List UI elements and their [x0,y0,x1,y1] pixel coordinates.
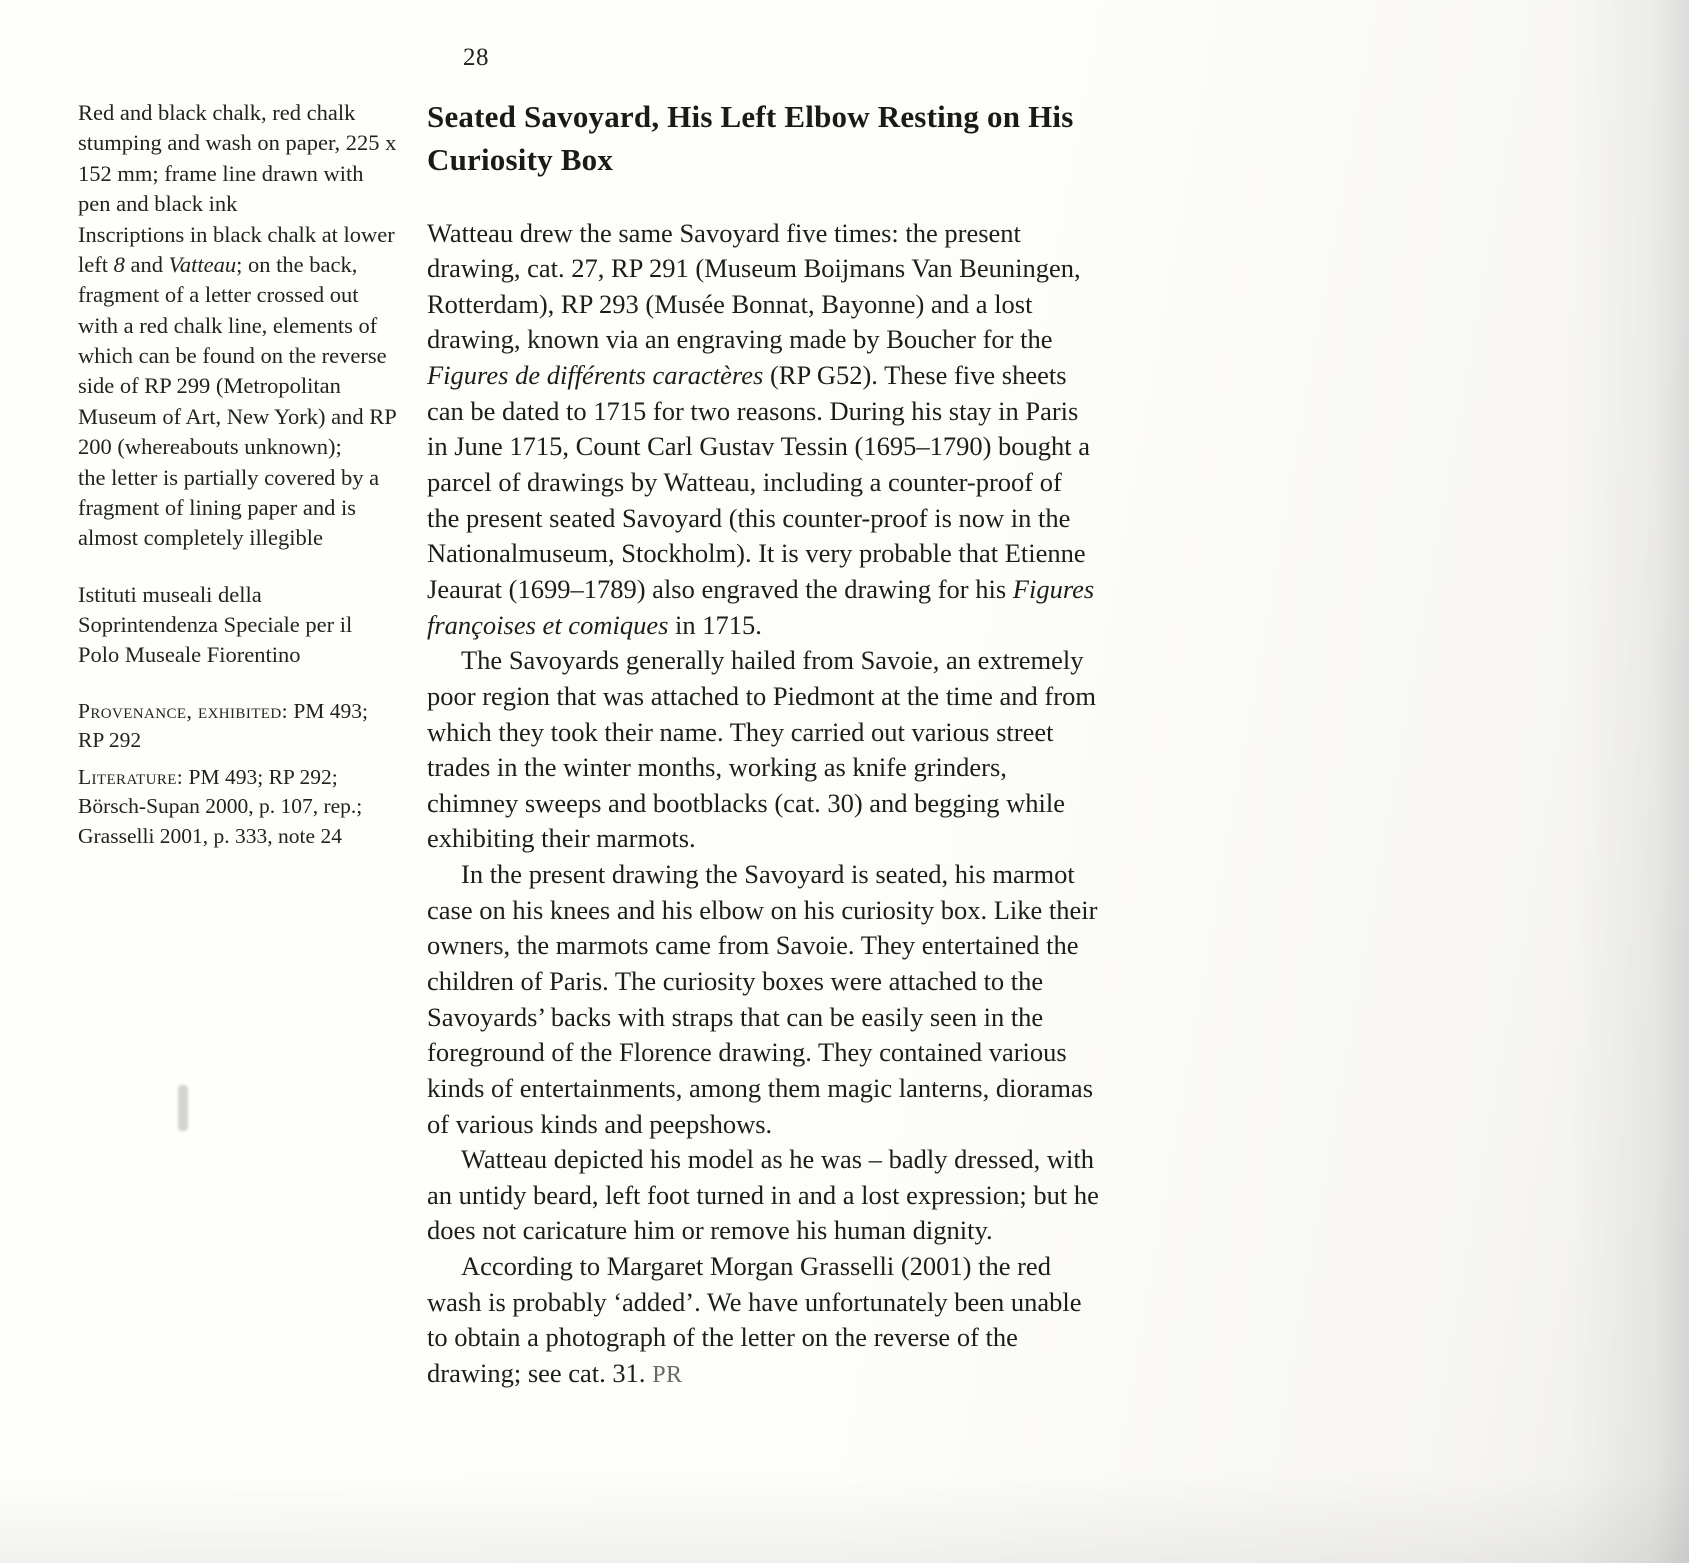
page-number: 28 [463,44,489,71]
paragraph-1 [427,216,1099,644]
paragraph-1-part-c: in 1715. [668,609,762,640]
paper-smudge [178,1085,188,1131]
inscriptions-note [78,220,398,463]
entry-body [427,216,1099,1392]
literature-value: PM 493; RP 292; Börsch-Supan 2000, p. 107, rep.; Grasselli 2001, p. 333, note 24 [78,765,363,848]
collection-credit: Istituti museali della Soprintendenza Speciale per il Polo Museale Fiorentino [78,581,353,668]
provenance-value: PM 493; RP 292 [78,698,369,752]
inscriptions-middle: and [124,251,169,277]
literature-label: Literature: [78,765,184,790]
inscriptions-tail: the letter is partially covered by a fragment of lining paper and is almost completely illegible [78,464,380,551]
main-column [427,96,1099,1392]
inscriptions-prefix: Inscriptions in black chalk at lower left [78,221,395,277]
paragraph-4: Watteau depicted his model as he was – badly dressed, with an untidy beard, left foot turned in and a lost expression; but he does not caricature him or remove his human dignity. [427,1144,1099,1246]
work-title-figures-francoises-et-comiques: Figures françoises et comiques [427,573,1095,640]
paragraph-3: In the present drawing the Savoyard is seated, his marmot case on his knees and his elbow on his curiosity box. Like their owners, the marmots came from Savoie. They entertained the children of Paris. The curiosity boxes were attached to the Savoyards’ backs with straps that can be easily seen in the foreground of the Florence drawing. They contained various kinds of entertainments, among them magic lanterns, dioramas of various kinds and peepshows. [427,859,1098,1139]
provenance-label: Provenance, exhibited: [78,698,288,723]
inscriptions-suffix: ; on the back, fragment of a letter crossed out with a red chalk line, elements of which can be found on the reverse side of RP 299 (Metropolitan Museum of Art, New York) and RP 200 (whereabouts unknown); [78,251,396,460]
literature-line [78,763,398,851]
inscription-number: 8 [113,251,125,277]
paragraph-1-part-a: Watteau drew the same Savoyard five times: the present drawing, cat. 27, RP 291 (Museum Boijmans Van Beuningen, Rotterdam), RP 293 (Musée Bonnat, Bayonne) and a lost drawing, known via an engraving made by Boucher for the [427,217,1081,355]
provenance-line [78,697,398,755]
entry-title: Seated Savoyard, His Left Elbow Resting on His Curiosity Box [427,99,1074,177]
inscription-signature: Vatteau [168,251,237,277]
paragraph-1-part-b: (RP G52). These five sheets can be dated to 1715 for two reasons. During his stay in Paris in June 1715, Count Carl Gustav Tessin (1695–1790) bought a parcel of drawings by Watteau, including a counter-proof of the present seated Savoyard (this counter-proof is now in the Nationalmuseum, Stockholm). It is very probable that Etienne Jeaurat (1699–1789) also engraved the drawing for his [427,360,1091,604]
work-title-figures-de-differents-caracteres: Figures de différents caractères [427,360,764,391]
author-initials: PR [652,1362,683,1389]
catalogue-sidebar [78,98,398,851]
paragraph-2: The Savoyards generally hailed from Savoie, an extremely poor region that was attached to Piedmont at the time and from which they took their name. They carried out various street trades in the winter months, working as knife grinders, chimney sweeps and bootblacks (cat. 30) and begging while exhibiting their marmots. [427,645,1096,854]
medium-description: Red and black chalk, red chalk stumping and wash on paper, 225 x 152 mm; frame line drawn with pen and black ink [78,100,397,217]
paragraph-5 [427,1249,1099,1392]
paragraph-5-text: According to Margaret Morgan Grasselli (2001) the red wash is probably ‘added’. We have unfortunately been unable to obtain a photograph of the letter on the reverse of the drawing; see cat. 31. [427,1251,1082,1389]
